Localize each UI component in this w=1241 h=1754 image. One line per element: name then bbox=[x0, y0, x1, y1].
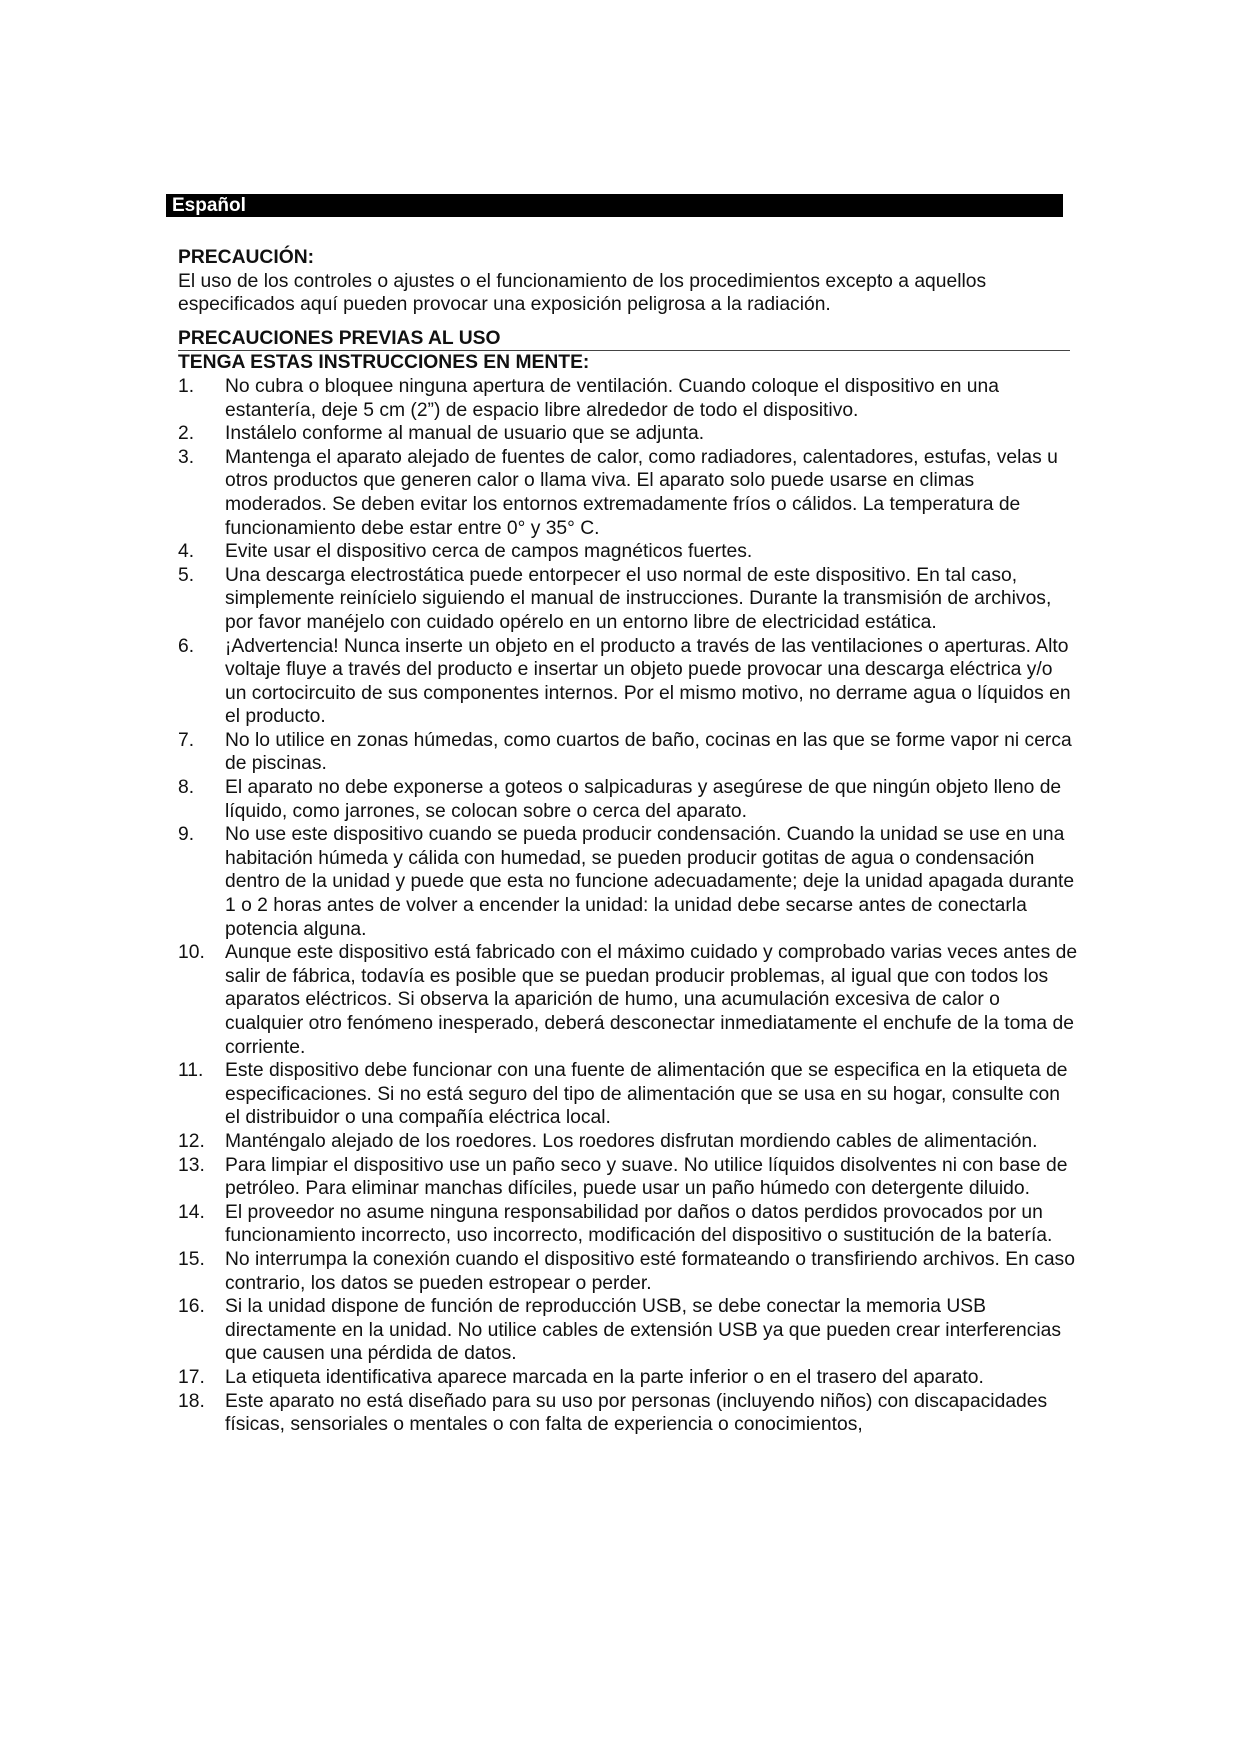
precaution-item-11 bbox=[178, 1059, 1078, 1130]
precaution-item-number: 2. bbox=[178, 423, 195, 445]
precaution-item-9 bbox=[178, 823, 1078, 941]
precaution-item-5 bbox=[178, 564, 1078, 635]
precaution-item-15 bbox=[178, 1248, 1078, 1295]
language-label: Español bbox=[172, 195, 246, 216]
precaution-item-8 bbox=[178, 776, 1078, 823]
precaution-item-text: Este dispositivo debe funcionar con una fuente de alimentación que se especifica en la etiqueta de especificaciones. Si no está seguro del tipo de alimentación que se usa en su hogar, consulte con el distribuidor o una compañía eléctrica local. bbox=[225, 1060, 1068, 1129]
precaution-item-text: Evite usar el dispositivo cerca de campos magnéticos fuertes. bbox=[225, 541, 753, 563]
precaution-item-7 bbox=[178, 729, 1078, 776]
precaution-item-number: 4. bbox=[178, 541, 195, 563]
precaution-item-text: El proveedor no asume ninguna responsabilidad por daños o datos perdidos provocados por un funcionamiento incorrecto, uso incorrecto, modificación del dispositivo o sustitución de la batería. bbox=[225, 1201, 1053, 1247]
precaution-item-17 bbox=[178, 1366, 1078, 1390]
precaution-item-text: Instálelo conforme al manual de usuario que se adjunta. bbox=[225, 423, 705, 445]
precaution-item-4 bbox=[178, 540, 1078, 564]
precaution-item-text: No interrumpa la conexión cuando el dispositivo esté formateando o transfiriendo archivos. En caso contrario, los datos se pueden estropear o perder. bbox=[225, 1248, 1075, 1294]
precaution-item-number: 18. bbox=[178, 1390, 205, 1412]
precaution-item-number: 13. bbox=[178, 1154, 205, 1176]
precaution-item-10 bbox=[178, 941, 1078, 1059]
precaution-item-text: No use este dispositivo cuando se pueda producir condensación. Cuando la unidad se use en una habitación húmeda y cálida con humedad, se pueden producir gotitas de agua o condensación dentro de la unidad y puede que esta no funcione adecuadamente; deje la unidad apagada durante 1 o 2 horas antes de volver a encender la unidad: la unidad debe secarse antes de conectarla potencia alguna. bbox=[225, 824, 1075, 940]
precaution-item-6 bbox=[178, 635, 1078, 729]
precaution-item-number: 16. bbox=[178, 1296, 205, 1318]
precaution-item-number: 1. bbox=[178, 375, 195, 397]
precaution-item-13 bbox=[178, 1154, 1078, 1201]
precaution-item-text: Una descarga electrostática puede entorpecer el uso normal de este dispositivo. En tal caso, simplemente reinícielo siguiendo el manual de instrucciones. Durante la transmisión de archivos, por favor manéjelo con cuidado opérelo en un entorno libre de electricidad estática. bbox=[225, 564, 1052, 633]
precaution-item-18 bbox=[178, 1390, 1078, 1437]
precaution-item-text: Aunque este dispositivo está fabricado con el máximo cuidado y comprobado varias veces antes de salir de fábrica, todavía es posible que se puedan producir problemas, al igual que con todos los aparatos eléctricos. Si observa la aparición de humo, una acumulación excesiva de calor o cualquier otro fenómeno inesperado, deberá desconectar inmediatamente el enchufe de la toma de corriente. bbox=[225, 942, 1078, 1058]
precautions-subtitle: TENGA ESTAS INSTRUCCIONES EN MENTE: bbox=[178, 352, 590, 374]
precaution-item-number: 14. bbox=[178, 1201, 205, 1223]
precautions-title: PRECAUCIONES PREVIAS AL USO bbox=[178, 328, 1070, 352]
precaution-item-number: 15. bbox=[178, 1248, 205, 1270]
precaution-item-text: Este aparato no está diseñado para su uso por personas (incluyendo niños) con discapacidades físicas, sensoriales o mentales o con falta de experiencia o conocimientos, bbox=[225, 1390, 1048, 1436]
precautions-list bbox=[178, 375, 1078, 1437]
precaution-item-number: 6. bbox=[178, 635, 195, 657]
precaution-item-text: ¡Advertencia! Nunca inserte un objeto en el producto a través de las ventilaciones o aperturas. Alto voltaje fluye a través del producto e insertar un objeto puede provocar una descarga eléctrica y/o un cortocircuito de sus componentes internos. Por el mismo motivo, no derrame agua o líquidos en el producto. bbox=[225, 635, 1071, 728]
precaution-item-text: Mantenga el aparato alejado de fuentes de calor, como radiadores, calentadores, estufas, velas u otros productos que generen calor o llama viva. El aparato solo puede usarse en climas moderados. Se deben evitar los entornos extremadamente fríos o cálidos. La temperatura de funcionamiento debe estar entre 0° y 35° C. bbox=[225, 446, 1058, 539]
precaution-item-number: 12. bbox=[178, 1130, 205, 1152]
precaution-item-2 bbox=[178, 422, 1078, 446]
precaution-item-number: 7. bbox=[178, 729, 195, 751]
precaution-item-number: 11. bbox=[178, 1060, 204, 1082]
precaution-item-number: 17. bbox=[178, 1366, 205, 1388]
language-header-bar bbox=[166, 194, 1063, 217]
precaution-item-text: La etiqueta identificativa aparece marcada en la parte inferior o en el trasero del aparato. bbox=[225, 1366, 984, 1388]
precaution-item-1 bbox=[178, 375, 1078, 422]
precaution-item-number: 3. bbox=[178, 446, 195, 468]
caution-text: El uso de los controles o ajustes o el funcionamiento de los procedimientos excepto a aquellos especificados aquí pueden provocar una exposición peligrosa a la radiación. bbox=[178, 270, 987, 316]
precaution-item-number: 9. bbox=[178, 824, 195, 846]
precaution-item-3 bbox=[178, 446, 1078, 540]
precaution-item-text: No lo utilice en zonas húmedas, como cuartos de baño, cocinas en las que se forme vapor ni cerca de piscinas. bbox=[225, 729, 1072, 775]
precaution-item-number: 8. bbox=[178, 777, 195, 799]
precaution-item-number: 5. bbox=[178, 564, 195, 586]
precaution-item-number: 10. bbox=[178, 942, 205, 964]
precaution-item-12 bbox=[178, 1130, 1078, 1154]
caution-title: PRECAUCIÓN: bbox=[178, 247, 315, 268]
precaution-item-text: Si la unidad dispone de función de reproducción USB, se debe conectar la memoria USB directamente en la unidad. No utilice cables de extensión USB ya que pueden crear interferencias que causen una pérdida de datos. bbox=[225, 1296, 1062, 1365]
precaution-item-text: Manténgalo alejado de los roedores. Los roedores disfrutan mordiendo cables de alimentación. bbox=[225, 1130, 1038, 1152]
precaution-item-14 bbox=[178, 1201, 1078, 1248]
precaution-item-text: El aparato no debe exponerse a goteos o salpicaduras y asegúrese de que ningún objeto lleno de líquido, como jarrones, se colocan sobre o cerca del aparato. bbox=[225, 777, 1062, 822]
document-content bbox=[178, 246, 1078, 1437]
precaution-item-text: No cubra o bloquee ninguna apertura de ventilación. Cuando coloque el dispositivo en una estantería, deje 5 cm (2”) de espacio libre alrededor de todo el dispositivo. bbox=[225, 375, 999, 421]
precaution-item-16 bbox=[178, 1295, 1078, 1366]
precaution-item-text: Para limpiar el dispositivo use un paño seco y suave. No utilice líquidos disolventes ni con base de petróleo. Para eliminar manchas difíciles, puede usar un paño húmedo con detergente diluido. bbox=[225, 1154, 1068, 1200]
